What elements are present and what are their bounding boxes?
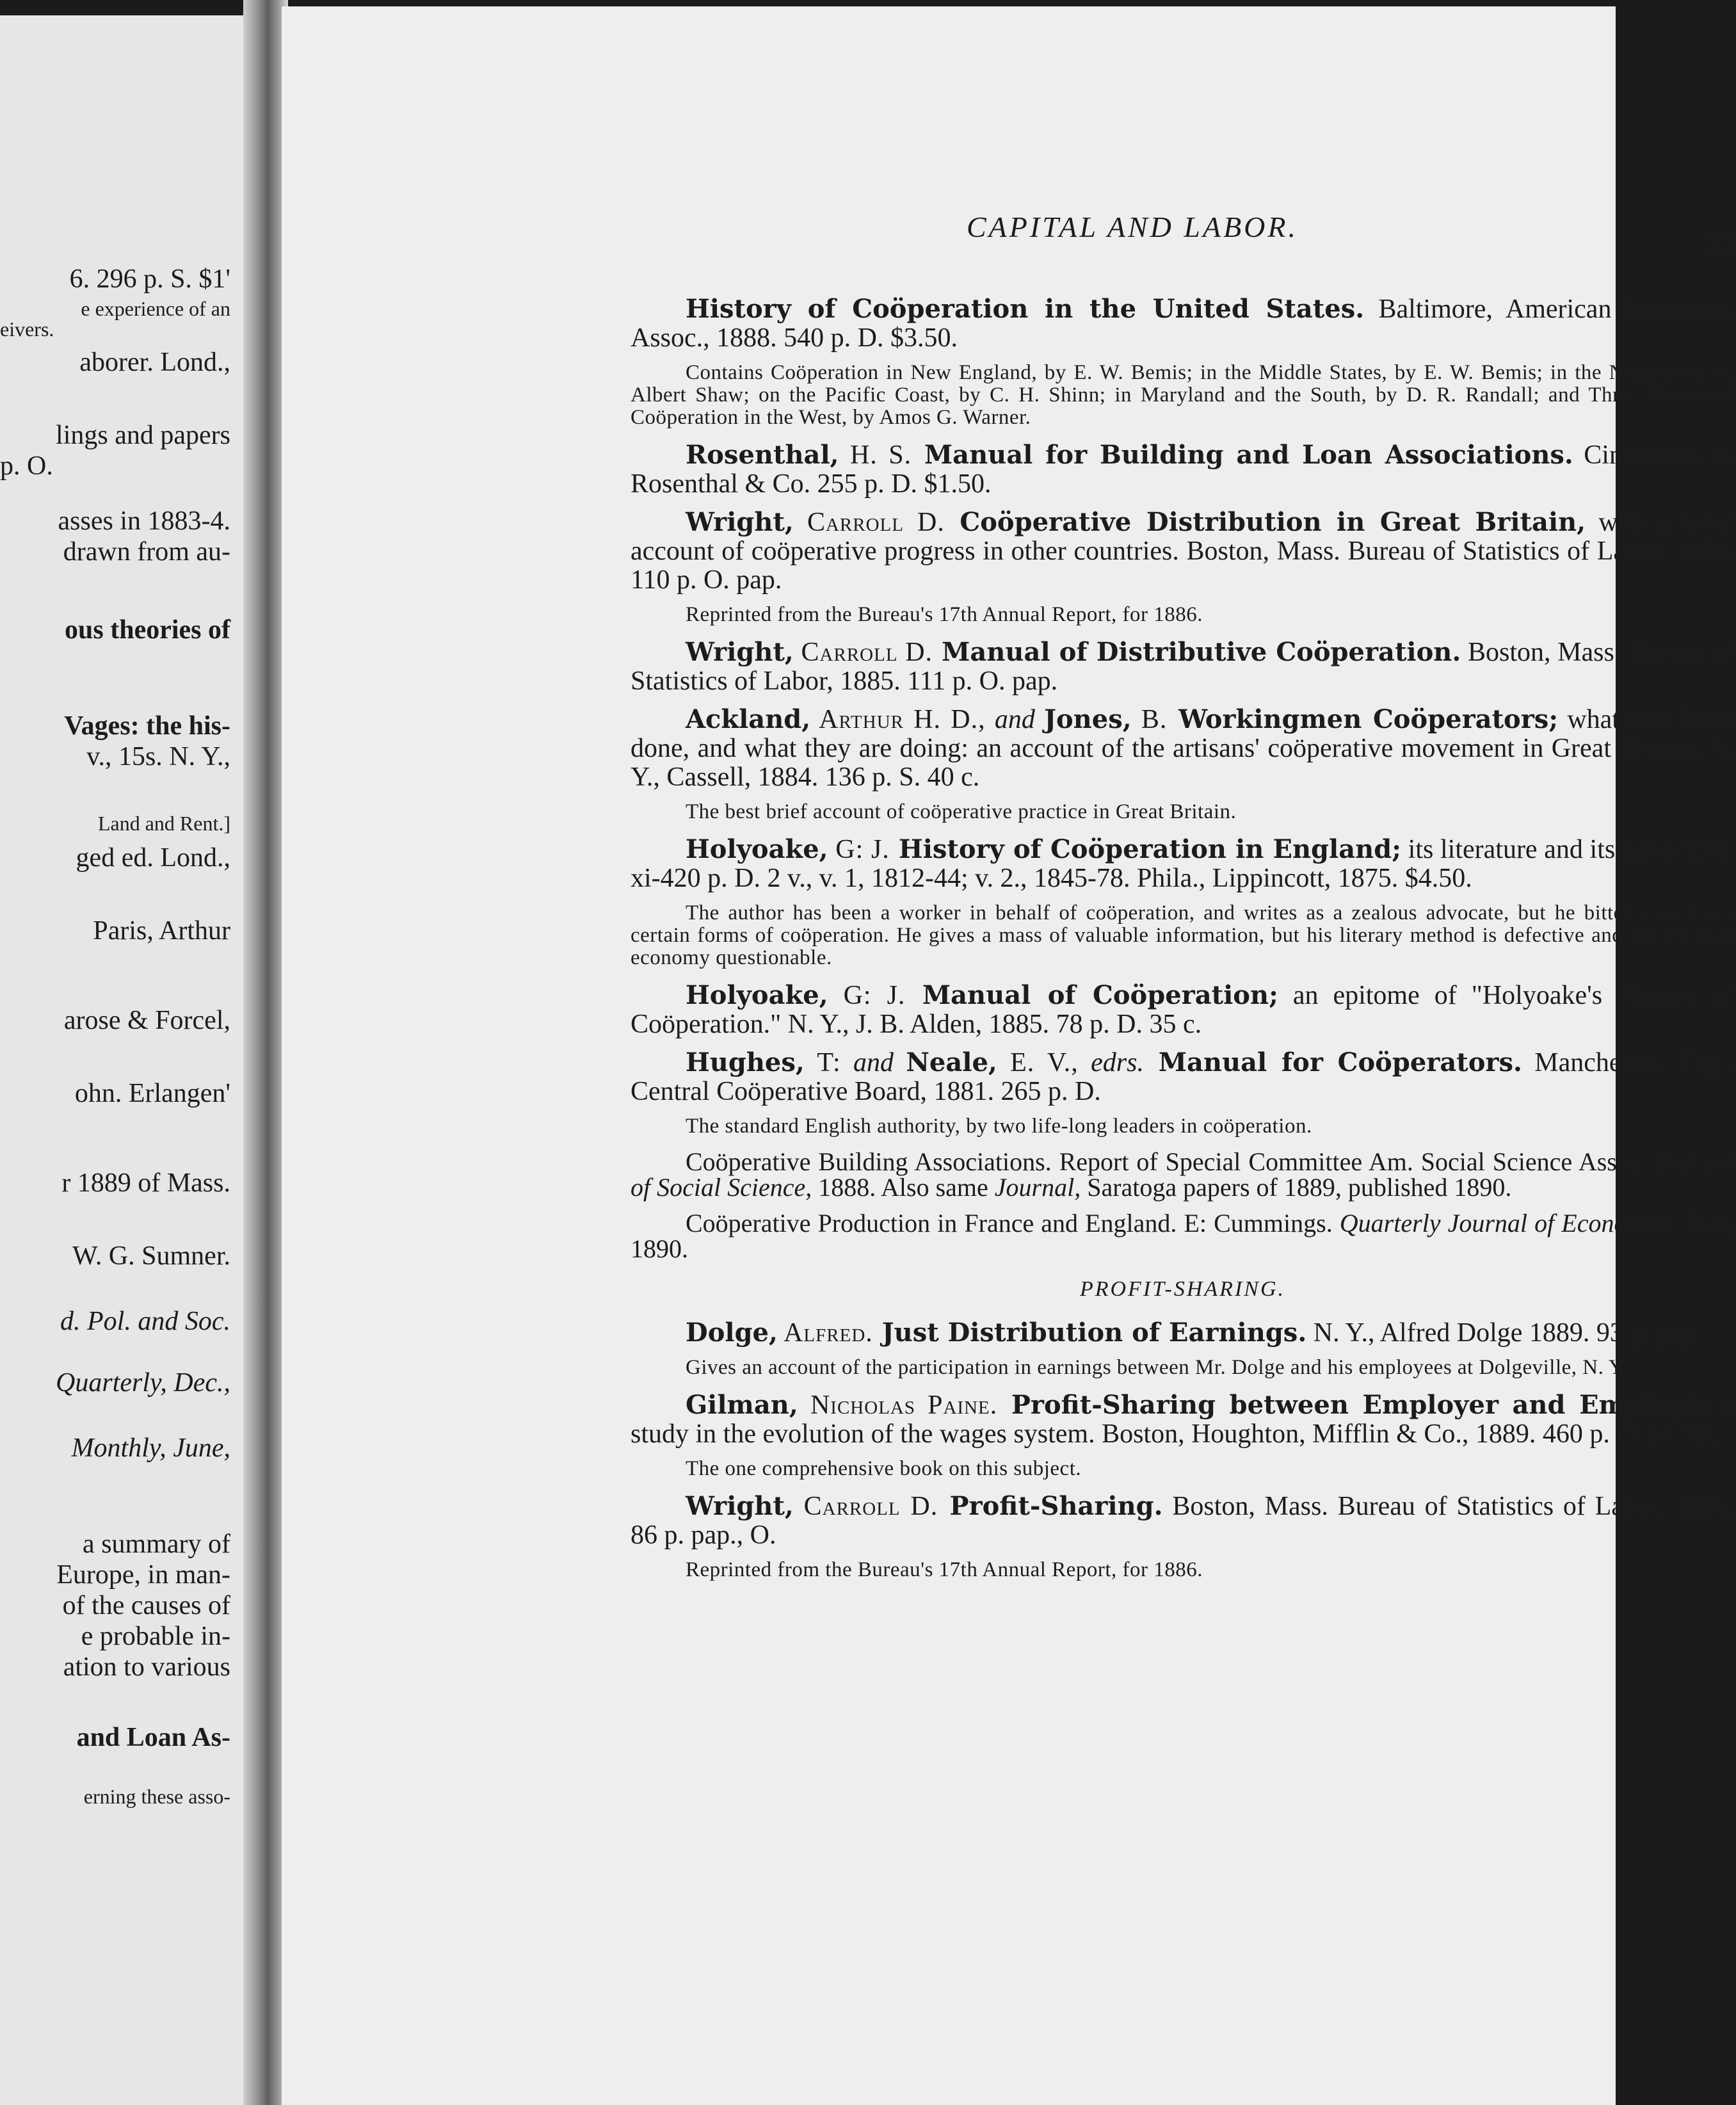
left-page-line: Monthly, June, [71,1433,230,1463]
article-journal: Journal of Social Science, [631,1147,1735,1202]
entry-annotation: Reprinted from the Bureau's 17th Annual Report, for 1886. [686,603,1203,626]
article-text: Coöperative Production in France and England. E: Cummings. [686,1209,1340,1238]
entry-author: Holyoake, [686,834,828,864]
right-page [282,6,1736,2105]
left-page-line: ged ed. Lond., [76,843,230,873]
entry-coauthor-name: B. [1131,705,1168,734]
entry-author-name: Arthur H. D., [810,705,986,734]
entry-author: Rosenthal, [686,440,839,470]
entry-imprint: Baltimore, American Economic Assoc., 1888. 540 p. D. $3.50. [631,294,1735,353]
entry-imprint: what they have done, and what they are doing: an account of the artisans' coöperative movement in Great Britain. N. Y., Cassell, 1884. 136 p. S. 40 c. [631,705,1735,792]
entry-coauthor: Neale, [906,1047,997,1077]
left-page-line: Paris, Arthur [93,916,230,946]
entry-author-name: Nicholas Paine. [798,1391,998,1420]
entry-imprint: Boston, Mass. Bureau of Statistics of Labor, 1885. 111 p. O. pap. [631,638,1735,696]
left-page-fragment [0,15,255,2105]
article-text: 1888. Also same [812,1173,995,1202]
entry-author-name: Carroll D. [793,508,945,537]
left-page-line: ous theories of [65,615,230,645]
bibliography-entry [631,638,1735,696]
entry-author-name: G: J. [828,981,906,1010]
entry-author-name: Alfred. [777,1318,873,1348]
entry-title: Just Distribution of Earnings. [872,1318,1307,1348]
entry-imprint: N. Y., Alfred Dolge 1889. 93 p. pap. [1306,1318,1703,1348]
bibliography-entry [631,440,1735,499]
entry-title: History of Coöperation in England; [889,834,1401,864]
left-page-line: W. G. Sumner. [72,1241,230,1271]
left-page-line: e probable in- [81,1622,230,1651]
entry-title: Profit-Sharing between Employer and Employé; [997,1390,1712,1420]
entry-author-name: G: J. [828,835,890,864]
entry-imprint: with a brief account of coöperative progress in other countries. Boston, Mass. Bureau of Statistics of Labor, 1886. 110 p. O. pap. [631,508,1735,595]
left-page-line: a summary of [83,1529,230,1559]
entry-imprint: an epitome of "Holyoake's History of Coöperation." N. Y., J. B. Alden, 1885. 78 p. D. 35 c. [631,981,1735,1039]
bibliography-content [631,294,1735,1593]
entry-title: Profit-Sharing. [938,1491,1163,1521]
entry-author: Gilman, [686,1390,798,1420]
bibliography-entry [631,294,1735,353]
entry-annotation: The best brief account of coöperative practice in Great Britain. [686,800,1237,823]
entry-conjunction: and [985,705,1045,734]
bibliography-entry [631,705,1735,792]
left-page-line: lings and papers [56,421,230,450]
left-page-line: Vages: the his- [64,711,230,741]
entry-author-name: Carroll D. [793,638,933,667]
left-page-line: 6. 296 p. S. $1' [69,264,230,294]
entry-author: Dolge, [686,1318,778,1348]
left-page-line: v., 15s. N. Y., [86,742,230,771]
entry-author: Holyoake, [686,980,828,1010]
left-page-line: erning these asso- [83,1785,230,1808]
article-entry [631,1149,1735,1200]
entry-annotation: The one comprehensive book on this subject. [686,1457,1082,1480]
bibliography-entry [631,835,1735,893]
entry-author-name: H. S. [839,440,912,470]
entry-title: Manual of Coöperation; [905,980,1278,1010]
left-page-line: asses in 1883-4. [58,506,230,536]
bibliography-entry [631,1318,1735,1348]
entry-annotation: The standard English authority, by two life-long leaders in coöperation. [686,1115,1312,1138]
left-page-line: Europe, in man- [56,1560,230,1590]
entry-conjunction: and [840,1048,906,1077]
bibliography-entry [631,981,1735,1039]
entry-author: Wright, [686,1491,794,1521]
left-page-line: eivers. [0,318,54,341]
left-page-line: r 1889 of Mass. [61,1168,230,1198]
bibliography-entry [631,1048,1735,1106]
section-heading: PROFIT-SHARING. [1079,1277,1286,1301]
entry-imprint: Manchester, Eng., Central Coöperative Board, 1881. 265 p. D. [631,1048,1735,1106]
article-text: Saratoga papers of 1889, published 1890. [1081,1173,1512,1202]
entry-title: Manual for Building and Loan Associations. [912,440,1573,470]
entry-author-name: Carroll D. [793,1492,938,1521]
entry-title: Manual of Distributive Coöperation. [933,637,1461,667]
entry-annotation: Contains Coöperation in New England, by E. W. Bemis; in the Middle States, by E. W. Bemis; in the Northwest, by Albert Shaw; on the Pacific Coast, by C. H. Shinn; in Maryland and the South, by D. R. Randall; and Three Phases of Coöperation in the West, by Amos G. Warner. [631,361,1735,429]
entry-imprint: its literature and its advocates. xi-420 p. D. 2 v., v. 1, 1812-44; v. 2., 1845-78. Phila., Lippincott, 1875. $4.50. [631,835,1735,893]
entry-title: Workingmen Coöperators; [1167,704,1559,734]
article-text: Coöperative Building Associations. Report of Special Committee Am. Social Science Assoc. [686,1147,1655,1176]
entry-coauthor-name: E. V., [997,1048,1079,1077]
entry-coauthor: Jones, [1044,704,1132,734]
entry-title: Manual for Coöperators. [1143,1047,1522,1077]
entry-imprint: Boston, Mass. Bureau of Statistics of Labor, 1886. 86 p. pap., O. [631,1492,1735,1550]
article-journal: Quarterly Journal of Economics, [1339,1209,1680,1238]
entry-annotation: Reprinted from the Bureau's 17th Annual Report, for 1886. [686,1558,1203,1581]
left-page-line: p. O. [0,451,53,481]
left-page-line: Land and Rent.] [97,812,230,835]
left-page-line: ohn. Erlangen' [74,1079,230,1108]
bibliography-entry [631,508,1735,595]
entry-author: Wright, [686,507,794,537]
entry-annotation: The author has been a worker in behalf of coöperation, and writes as a zealous advocate, but he bitterly criticises certain forms of coöperation. He gives a mass of valuable information, but his literary method is defective and his political economy questionable. [631,901,1735,969]
left-page-line: drawn from au- [63,537,230,567]
entry-author: Ackland, [686,704,811,734]
entry-editors: edrs. [1078,1048,1144,1077]
left-page-line: arose & Forcel, [63,1006,230,1035]
entry-author-name: T: [804,1048,841,1077]
left-page-line: d. Pol. and Soc. [60,1307,230,1336]
entry-imprint: a study in the evolution of the wages system. Boston, Houghton, Mifflin & Co., 1889. 460 p. O. $1.75. [631,1391,1735,1449]
entry-title: Coöperative Distribution in Great Britain, [944,507,1586,537]
bibliography-entry [631,1492,1735,1550]
left-page-line: ation to various [63,1652,230,1682]
entry-author: Wright, [686,637,794,667]
left-page-line: and Loan As- [76,1723,230,1752]
left-page-line: of the causes of [62,1591,230,1620]
entry-title: History of Coöperation in the United States. [686,294,1365,324]
left-page-line: aborer. Lond., [79,348,230,377]
entry-author: Hughes, [686,1047,805,1077]
entry-imprint: Cincinnati, S. Rosenthal & Co. 255 p. D. $1.50. [631,440,1735,499]
left-page-line: Quarterly, Dec., [56,1368,230,1398]
page-number: 33 [1704,225,1736,261]
article-text: July, 1890. [631,1209,1735,1263]
running-head: CAPITAL AND LABOR. [967,211,1298,243]
article-entry [631,1211,1735,1262]
article-journal: Journal, [994,1173,1081,1202]
left-page-line: e experience of an [81,297,230,320]
bibliography-entry [631,1391,1735,1449]
entry-annotation: Gives an account of the participation in earnings between Mr. Dolge and his employees at Dolgeville, N. Y. [686,1356,1627,1379]
